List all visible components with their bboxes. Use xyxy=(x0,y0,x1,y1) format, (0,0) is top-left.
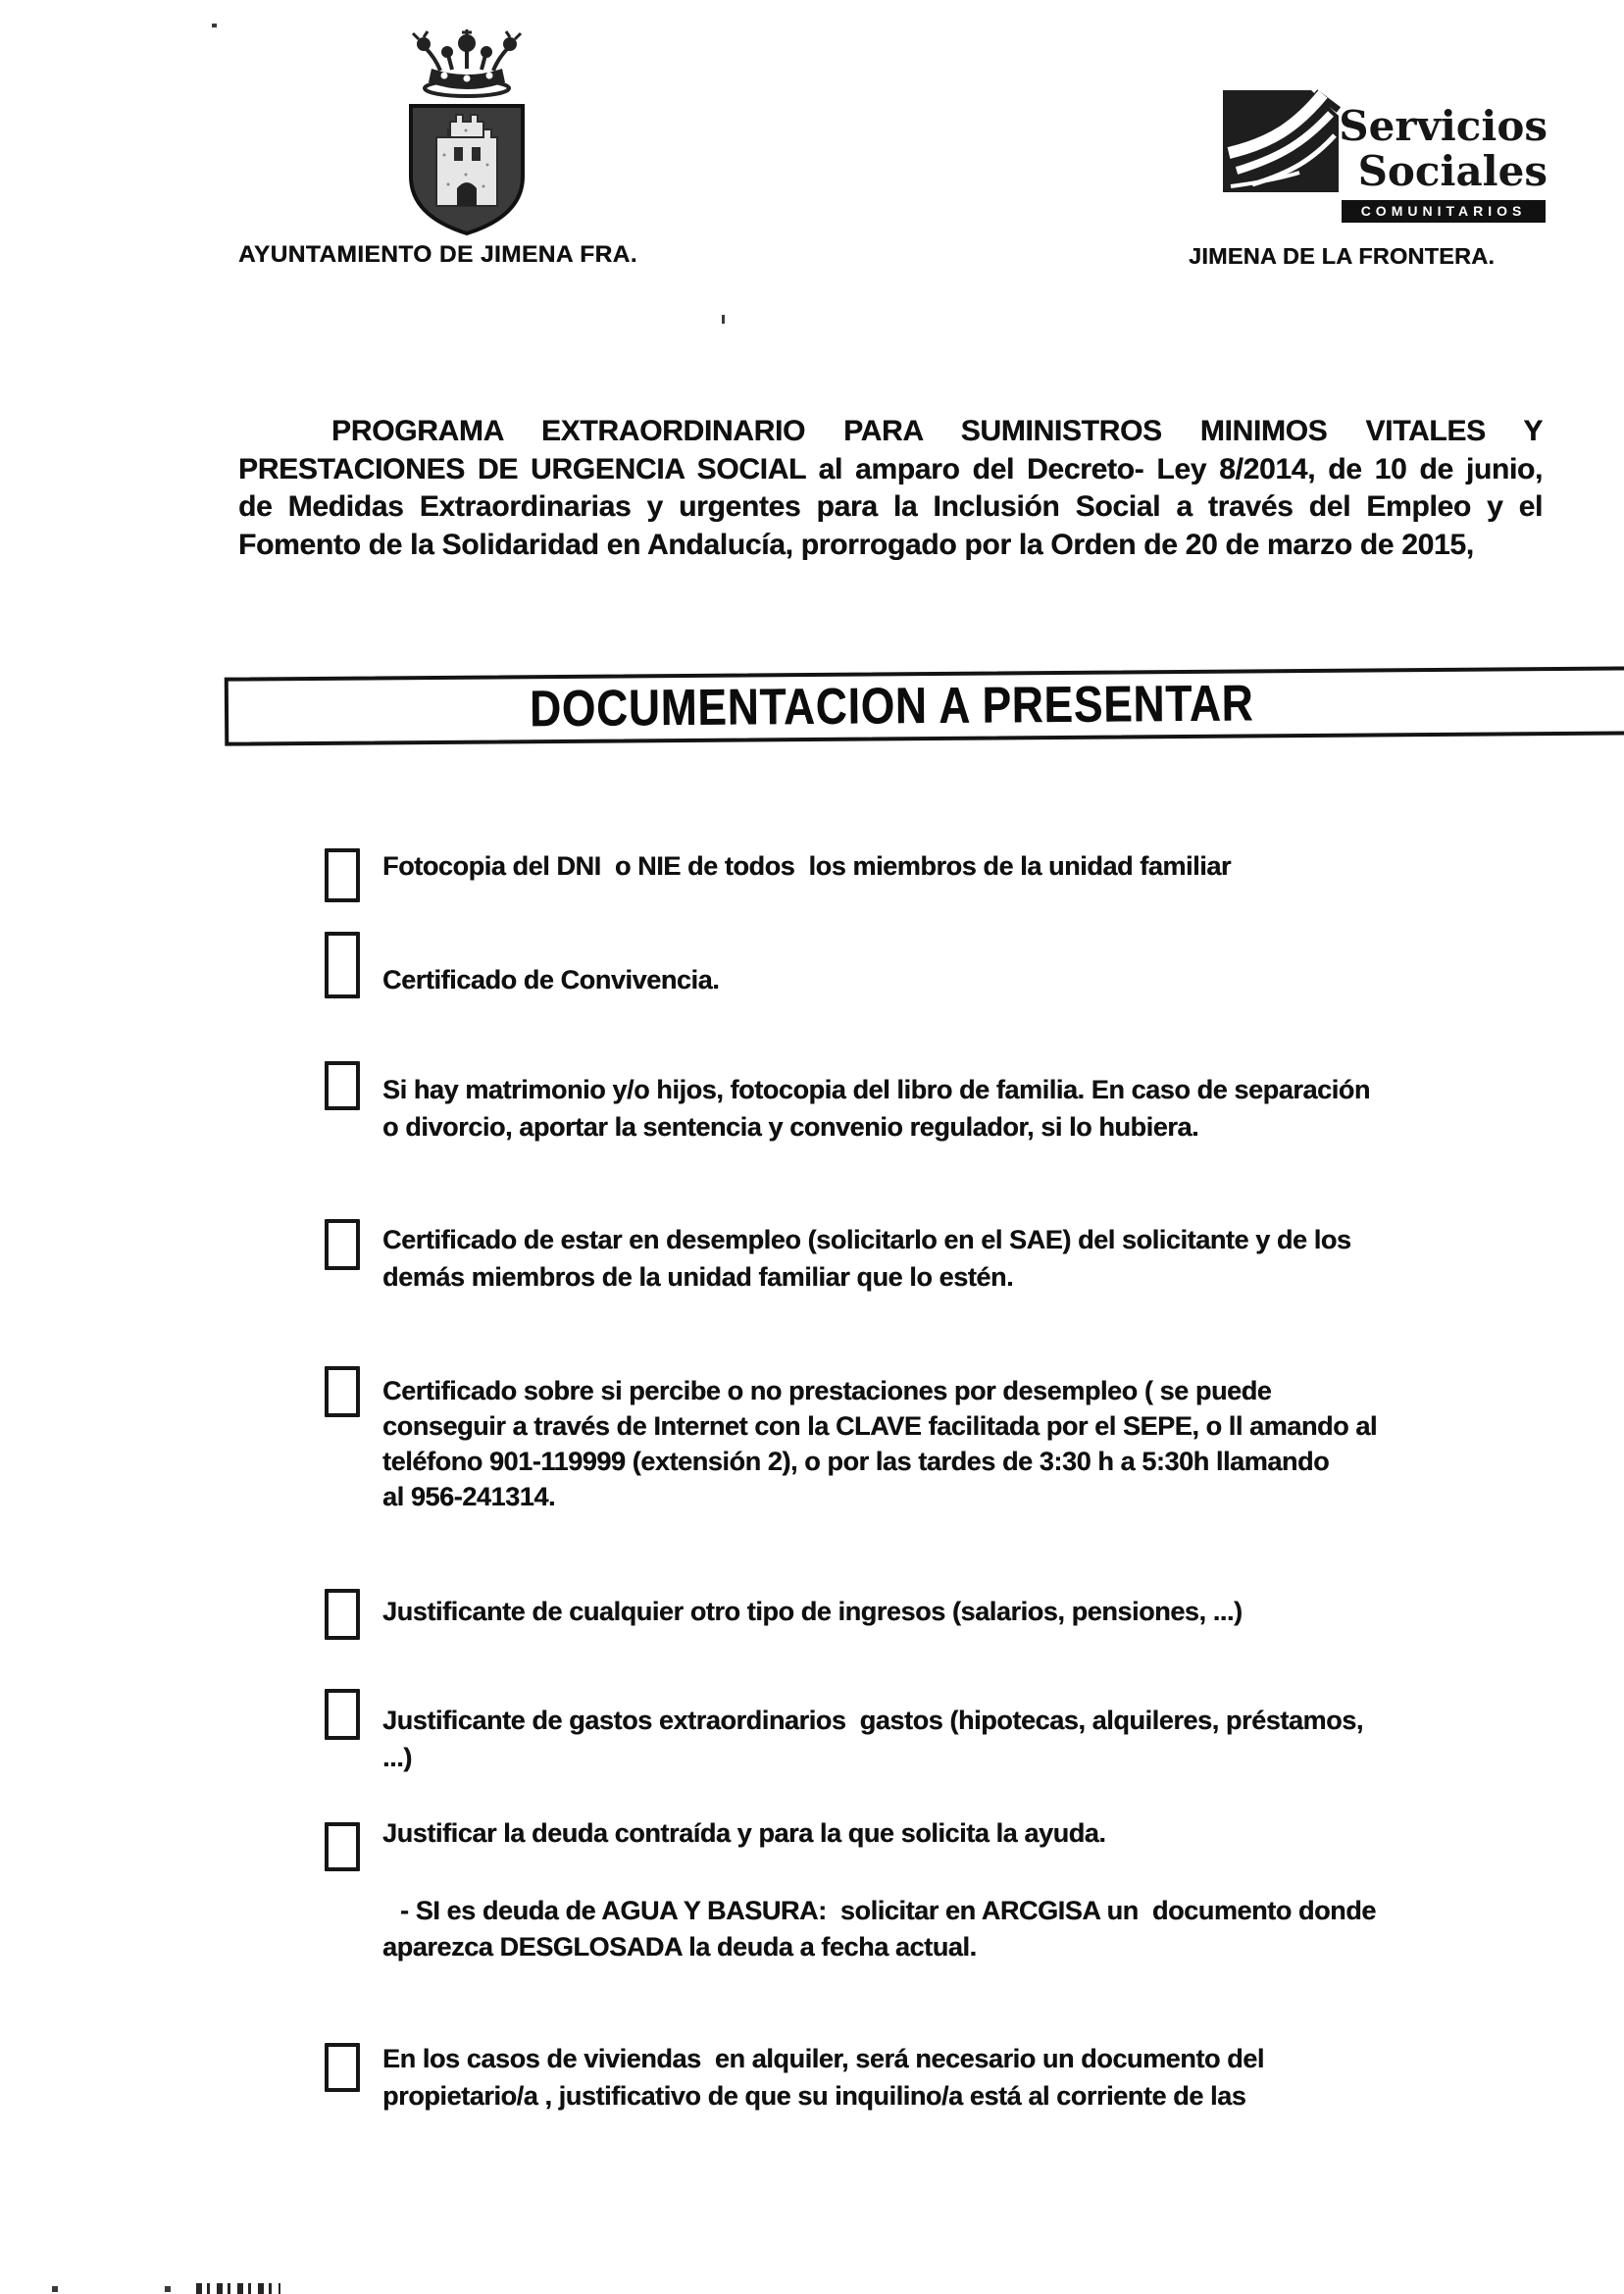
checkbox[interactable] xyxy=(325,1589,360,1640)
item-text-line: Fotocopia del DNI o NIE de todos los miembros de la unidad familiar xyxy=(382,851,1232,881)
item-text-line: conseguir a través de Internet con la CLAVE facilitada por el SEPE, o ll amando al xyxy=(382,1411,1377,1441)
section-title-box xyxy=(225,666,1624,745)
page-edge-text-fragment xyxy=(196,2283,280,2294)
item-text-line: al 956-241314. xyxy=(382,1482,556,1511)
item-text-line: teléfono 901-119999 (extensión 2), o por las tardes de 3:30 h a 5:30h llamando xyxy=(382,1447,1330,1476)
coat-of-arms-crown-castle-icon xyxy=(397,27,536,237)
intro-line: PRESTACIONES DE URGENCIA SOCIAL al amparo del Decreto- Ley 8/2014, de 10 de junio, xyxy=(238,452,1543,485)
left-org-caption: AYUNTAMIENTO DE JIMENA FRA. xyxy=(238,241,637,268)
note-text-line: - SI es deuda de AGUA Y BASURA: solicitar en ARCGISA un documento donde xyxy=(400,1896,1376,1925)
item-text-line: Justificar la deuda contraída y para la que solicita la ayuda. xyxy=(382,1818,1106,1848)
scan-speck xyxy=(722,315,725,324)
checkbox[interactable] xyxy=(325,932,360,998)
item-text-line: Justificante de cualquier otro tipo de ingresos (salarios, pensiones, ...) xyxy=(382,1597,1243,1626)
page-edge-text-fragment xyxy=(52,2286,58,2292)
item-text-line: o divorcio, aportar la sentencia y convenio regulador, si lo hubiera. xyxy=(382,1112,1199,1142)
scan-speck xyxy=(212,24,217,27)
checkbox[interactable] xyxy=(325,1061,360,1110)
intro-line: Fomento de la Solidaridad en Andalucía, prorrogado por la Orden de 20 de marzo de 2015, xyxy=(238,528,1474,561)
item-text-line: propietario/a , justificativo de que su inquilino/a está al corriente de las xyxy=(382,2081,1246,2111)
checkbox[interactable] xyxy=(325,1219,360,1270)
item-text-line: Certificado de Convivencia. xyxy=(382,965,720,994)
item-text-line: Si hay matrimonio y/o hijos, fotocopia del libro de familia. En caso de separación xyxy=(382,1075,1370,1104)
checkbox[interactable] xyxy=(325,1689,360,1740)
intro-paragraph xyxy=(238,416,1543,567)
item-text-line: Certificado de estar en desempleo (solicitarlo en el SAE) del solicitante y de los xyxy=(382,1225,1351,1254)
item-text-line: Certificado sobre si percibe o no prestaciones por desempleo ( se puede xyxy=(382,1376,1272,1405)
checkbox[interactable] xyxy=(325,1366,360,1417)
intro-line: de Medidas Extraordinarias y urgentes para la Inclusión Social a través del Empleo y el xyxy=(238,490,1543,523)
item-text-line: demás miembros de la unidad familiar que lo estén. xyxy=(382,1262,1014,1292)
item-text-line: ...) xyxy=(382,1743,412,1772)
comunitarios-banner: COMUNITARIOS xyxy=(1342,200,1546,223)
checkbox[interactable] xyxy=(325,848,360,902)
section-title: DOCUMENTACION A PRESENTAR xyxy=(529,675,1254,739)
item-text-line: Justificante de gastos extraordinarios gastos (hipotecas, alquileres, préstamos, xyxy=(382,1706,1363,1735)
checkbox[interactable] xyxy=(325,1822,360,1871)
note-text-line: aparezca DESGLOSADA la deuda a fecha actual. xyxy=(382,1932,977,1962)
page-edge-text-fragment xyxy=(165,2286,171,2292)
servicios-sociales-waves-icon xyxy=(1221,88,1345,198)
wordmark-line1: Servicios xyxy=(1339,102,1548,150)
item-text-line: En los casos de viviendas en alquiler, será necesario un documento del xyxy=(382,2044,1264,2073)
servicios-sociales-wordmark xyxy=(1334,104,1548,194)
checkbox[interactable] xyxy=(325,2043,360,2092)
wordmark-line2: Sociales xyxy=(1357,147,1548,195)
right-org-caption: JIMENA DE LA FRONTERA. xyxy=(1189,243,1496,269)
intro-line: PROGRAMA EXTRAORDINARIO PARA SUMINISTROS MINIMOS VITALES Y xyxy=(331,415,1543,447)
